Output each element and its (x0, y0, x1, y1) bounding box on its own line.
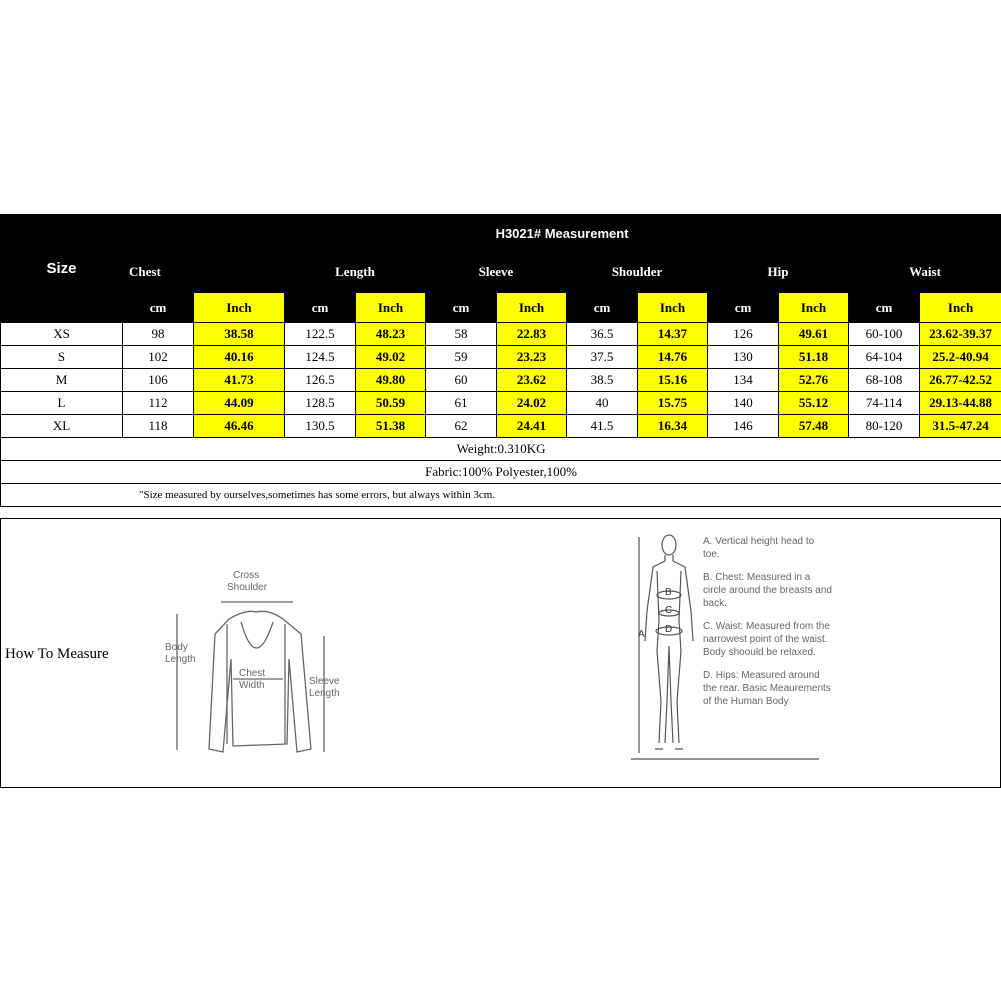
cm-cell: 59 (426, 346, 497, 369)
inch-cell: 26.77-42.52 (920, 369, 1001, 392)
legend-item-d: D. Hips: Measured around the rear. Basic Meaurements of the Human Body (703, 670, 831, 707)
cm-cell: 36.5 (567, 323, 638, 346)
unit-cm: cm (123, 293, 194, 323)
how-to-measure-panel (0, 518, 1001, 788)
size-cell: L (1, 392, 123, 415)
fabric-text: Fabric:100% Polyester,100% (1, 461, 1001, 484)
inch-cell: 48.23 (356, 323, 426, 346)
cm-cell: 64-104 (849, 346, 920, 369)
inch-cell: 46.46 (194, 415, 285, 438)
cm-cell: 38.5 (567, 369, 638, 392)
inch-cell: 25.2-40.94 (920, 346, 1001, 369)
size-table (0, 214, 1001, 507)
chest-width-label-2: Width (239, 680, 265, 691)
cm-cell: 60-100 (849, 323, 920, 346)
cm-cell: 126 (708, 323, 779, 346)
unit-cm: cm (708, 293, 779, 323)
cm-cell: 118 (123, 415, 194, 438)
inch-cell: 51.38 (356, 415, 426, 438)
cm-cell: 146 (708, 415, 779, 438)
group-length: Length (285, 252, 426, 293)
size-cell: XS (1, 323, 123, 346)
body-letter-c: C (665, 605, 673, 616)
inch-cell: 41.73 (194, 369, 285, 392)
cm-cell: 58 (426, 323, 497, 346)
inch-cell: 15.16 (638, 369, 708, 392)
unit-inch: Inch (779, 293, 849, 323)
inch-cell: 29.13-44.88 (920, 392, 1001, 415)
cm-cell: 112 (123, 392, 194, 415)
inch-cell: 16.34 (638, 415, 708, 438)
cm-cell: 74-114 (849, 392, 920, 415)
cm-cell: 68-108 (849, 369, 920, 392)
cm-cell: 124.5 (285, 346, 356, 369)
inch-cell: 49.61 (779, 323, 849, 346)
measure-legend (703, 535, 833, 718)
cm-cell: 60 (426, 369, 497, 392)
inch-cell: 23.62-39.37 (920, 323, 1001, 346)
inch-cell: 23.62 (497, 369, 567, 392)
inch-cell: 15.75 (638, 392, 708, 415)
size-cell: XL (1, 415, 123, 438)
table-row (1, 415, 1001, 438)
cm-cell: 134 (708, 369, 779, 392)
unit-inch: Inch (497, 293, 567, 323)
cm-cell: 80-120 (849, 415, 920, 438)
inch-cell: 14.76 (638, 346, 708, 369)
group-chest: Chest (123, 252, 285, 293)
cm-cell: 41.5 (567, 415, 638, 438)
body-length-label-2: Length (165, 654, 196, 665)
inch-cell: 57.48 (779, 415, 849, 438)
unit-inch: Inch (194, 293, 285, 323)
chest-width-label-1: Chest (239, 668, 266, 679)
shirt-diagram (161, 564, 351, 784)
how-to-measure-label: How To Measure (5, 646, 109, 662)
size-header: Size (1, 215, 123, 323)
unit-inch: Inch (356, 293, 426, 323)
table-title: H3021# Measurement (123, 215, 1001, 252)
inch-cell: 49.02 (356, 346, 426, 369)
unit-inch: Inch (638, 293, 708, 323)
cm-cell: 61 (426, 392, 497, 415)
table-row (1, 323, 1001, 346)
body-letter-b: B (665, 587, 672, 598)
cm-cell: 140 (708, 392, 779, 415)
cm-cell: 106 (123, 369, 194, 392)
inch-cell: 44.09 (194, 392, 285, 415)
inch-cell: 24.02 (497, 392, 567, 415)
table-row (1, 392, 1001, 415)
weight-text: Weight:0.310KG (1, 438, 1001, 461)
unit-inch: Inch (920, 293, 1001, 323)
size-note: "Size measured by ourselves,sometimes has some errors, but always within 3cm. (1, 484, 1001, 507)
inch-cell: 49.80 (356, 369, 426, 392)
size-cell: S (1, 346, 123, 369)
inch-cell: 22.83 (497, 323, 567, 346)
legend-item-b: B. Chest: Measured in a circle around the breasts and back. (703, 572, 832, 609)
body-length-label-1: Body (165, 642, 188, 653)
inch-cell: 50.59 (356, 392, 426, 415)
sleeve-length-label-1: Sleeve (309, 676, 340, 687)
size-cell: M (1, 369, 123, 392)
inch-cell: 14.37 (638, 323, 708, 346)
group-sleeve: Sleeve (426, 252, 567, 293)
inch-cell: 40.16 (194, 346, 285, 369)
cross-shoulder-label-1: Cross (233, 570, 260, 581)
unit-cm: cm (285, 293, 356, 323)
legend-item-c: C. Waist: Measured from the narrowest point of the waist. Body shoould be relaxed. (703, 621, 830, 658)
unit-cm: cm (567, 293, 638, 323)
cm-cell: 130.5 (285, 415, 356, 438)
cross-shoulder-label-2: Shoulder (227, 582, 268, 593)
group-waist: Waist (849, 252, 1001, 293)
inch-cell: 23.23 (497, 346, 567, 369)
cm-cell: 40 (567, 392, 638, 415)
inch-cell: 51.18 (779, 346, 849, 369)
cm-cell: 62 (426, 415, 497, 438)
legend-item-a: A. Vertical height head to toe. (703, 536, 815, 560)
cm-cell: 98 (123, 323, 194, 346)
body-letter-a: A (638, 629, 645, 640)
group-hip: Hip (708, 252, 849, 293)
inch-cell: 24.41 (497, 415, 567, 438)
cm-cell: 126.5 (285, 369, 356, 392)
body-letter-d: D (665, 624, 673, 635)
unit-cm: cm (849, 293, 920, 323)
cm-cell: 128.5 (285, 392, 356, 415)
unit-cm: cm (426, 293, 497, 323)
inch-cell: 38.58 (194, 323, 285, 346)
cm-cell: 130 (708, 346, 779, 369)
cm-cell: 37.5 (567, 346, 638, 369)
table-row (1, 346, 1001, 369)
sleeve-length-label-2: Length (309, 688, 340, 699)
inch-cell: 52.76 (779, 369, 849, 392)
size-chart (0, 214, 1001, 507)
group-shoulder: Shoulder (567, 252, 708, 293)
table-row (1, 369, 1001, 392)
cm-cell: 102 (123, 346, 194, 369)
inch-cell: 55.12 (779, 392, 849, 415)
inch-cell: 31.5-47.24 (920, 415, 1001, 438)
cm-cell: 122.5 (285, 323, 356, 346)
